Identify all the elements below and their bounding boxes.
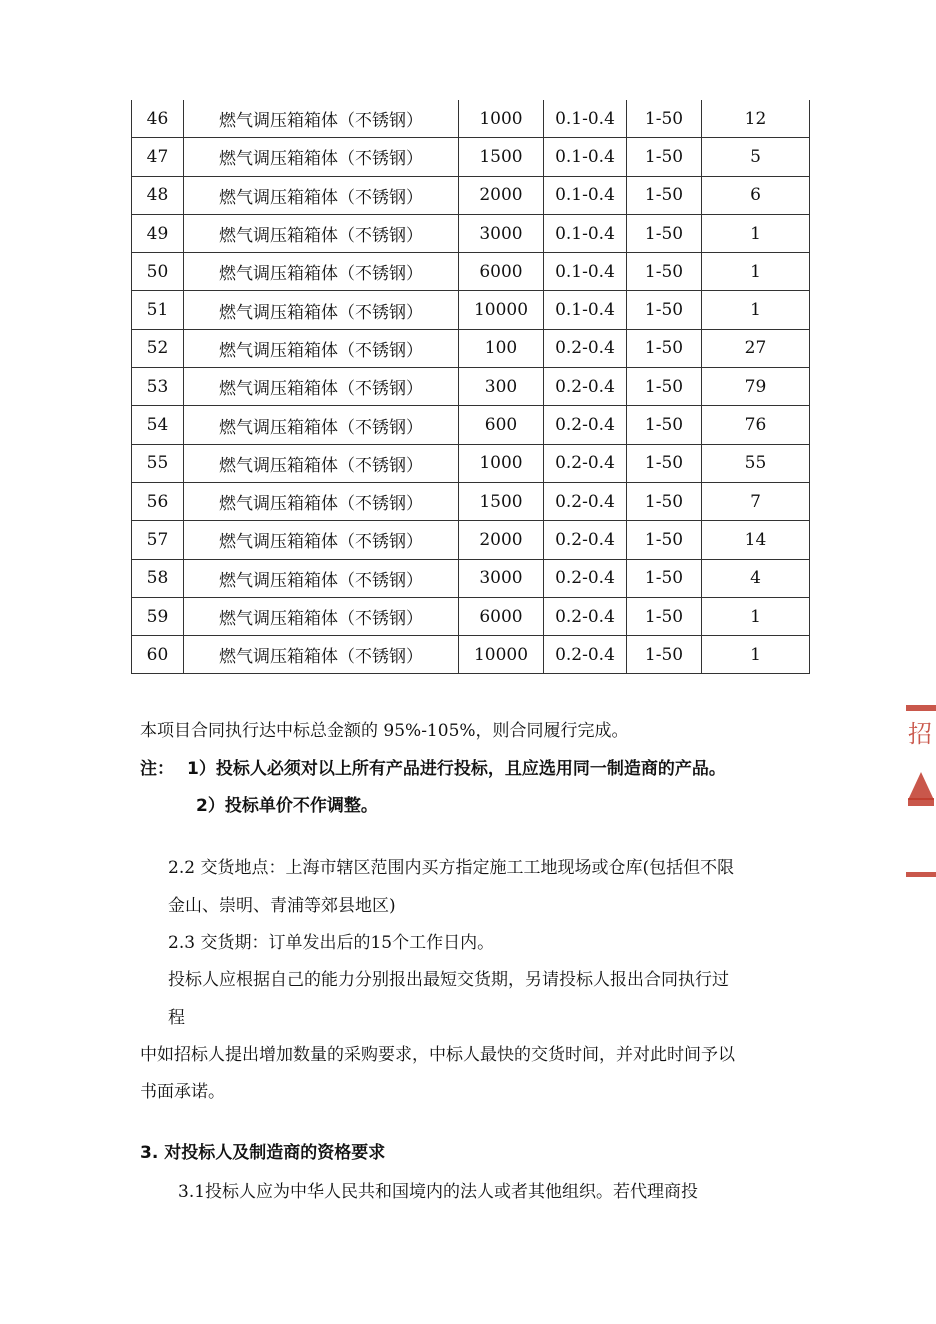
table-row: [132, 444, 810, 482]
cell-outlet-pressure: 1-50: [627, 597, 702, 635]
cell-product-name: 燃气调压箱箱体（不锈钢）: [184, 100, 459, 138]
svg-text:招: 招: [908, 720, 932, 748]
cell-capacity: 100: [459, 329, 544, 367]
note-item-2: 2）投标单价不作调整。: [196, 796, 378, 816]
table-row: [132, 559, 810, 597]
cell-capacity: 2000: [459, 521, 544, 559]
cell-quantity: 76: [702, 406, 810, 444]
cell-quantity: 1: [702, 253, 810, 291]
cell-product-name: 燃气调压箱箱体（不锈钢）: [184, 291, 459, 329]
cell-quantity: 1: [702, 214, 810, 252]
cell-row-number: 60: [132, 636, 184, 674]
seal-stamp-fragment: [906, 680, 936, 880]
cell-quantity: 14: [702, 521, 810, 559]
cell-product-name: 燃气调压箱箱体（不锈钢）: [184, 368, 459, 406]
cell-inlet-pressure: 0.1-0.4: [544, 214, 627, 252]
cell-inlet-pressure: 0.2-0.4: [544, 444, 627, 482]
cell-inlet-pressure: 0.1-0.4: [544, 138, 627, 176]
cell-product-name: 燃气调压箱箱体（不锈钢）: [184, 597, 459, 635]
cell-capacity: 1500: [459, 138, 544, 176]
cell-inlet-pressure: 0.2-0.4: [544, 521, 627, 559]
contract-completion-text: 本项目合同执行达中标总金额的 95%-105%，则合同履行完成。: [140, 721, 629, 741]
cell-inlet-pressure: 0.2-0.4: [544, 406, 627, 444]
delivery-location-line-1: 2.2 交货地点：上海市辖区范围内买方指定施工工地现场或仓库(包括但不限: [168, 858, 735, 878]
note-label: 注：: [140, 759, 174, 779]
cell-row-number: 46: [132, 100, 184, 138]
table-row: [132, 214, 810, 252]
cell-capacity: 300: [459, 368, 544, 406]
cell-product-name: 燃气调压箱箱体（不锈钢）: [184, 329, 459, 367]
cell-outlet-pressure: 1-50: [627, 406, 702, 444]
cell-inlet-pressure: 0.2-0.4: [544, 368, 627, 406]
cell-quantity: 4: [702, 559, 810, 597]
table-row: [132, 597, 810, 635]
cell-product-name: 燃气调压箱箱体（不锈钢）: [184, 636, 459, 674]
cell-quantity: 1: [702, 636, 810, 674]
cell-capacity: 3000: [459, 214, 544, 252]
cell-outlet-pressure: 1-50: [627, 636, 702, 674]
cell-capacity: 3000: [459, 559, 544, 597]
cell-inlet-pressure: 0.1-0.4: [544, 291, 627, 329]
cell-outlet-pressure: 1-50: [627, 100, 702, 138]
cell-inlet-pressure: 0.2-0.4: [544, 597, 627, 635]
cell-quantity: 55: [702, 444, 810, 482]
table-row: [132, 329, 810, 367]
cell-quantity: 12: [702, 100, 810, 138]
cell-product-name: 燃气调压箱箱体（不锈钢）: [184, 406, 459, 444]
cell-outlet-pressure: 1-50: [627, 253, 702, 291]
cell-product-name: 燃气调压箱箱体（不锈钢）: [184, 444, 459, 482]
cell-inlet-pressure: 0.2-0.4: [544, 329, 627, 367]
cell-product-name: 燃气调压箱箱体（不锈钢）: [184, 214, 459, 252]
delivery-paragraph-line-1: 投标人应根据自己的能力分别报出最短交货期，另请投标人报出合同执行过: [168, 970, 729, 990]
cell-product-name: 燃气调压箱箱体（不锈钢）: [184, 482, 459, 520]
delivery-location-line-2: 金山、崇明、青浦等郊县地区): [168, 896, 396, 916]
table-row: [132, 291, 810, 329]
table-row: [132, 176, 810, 214]
cell-product-name: 燃气调压箱箱体（不锈钢）: [184, 253, 459, 291]
cell-capacity: 600: [459, 406, 544, 444]
cell-outlet-pressure: 1-50: [627, 482, 702, 520]
cell-capacity: 10000: [459, 291, 544, 329]
table-body: [132, 100, 810, 674]
cell-quantity: 6: [702, 176, 810, 214]
cell-row-number: 55: [132, 444, 184, 482]
cell-quantity: 5: [702, 138, 810, 176]
cell-capacity: 10000: [459, 636, 544, 674]
cell-row-number: 49: [132, 214, 184, 252]
cell-outlet-pressure: 1-50: [627, 176, 702, 214]
cell-capacity: 2000: [459, 176, 544, 214]
cell-outlet-pressure: 1-50: [627, 521, 702, 559]
cell-quantity: 1: [702, 597, 810, 635]
cell-outlet-pressure: 1-50: [627, 329, 702, 367]
cell-row-number: 53: [132, 368, 184, 406]
cell-outlet-pressure: 1-50: [627, 291, 702, 329]
cell-inlet-pressure: 0.1-0.4: [544, 100, 627, 138]
table-row: [132, 100, 810, 138]
delivery-period: 2.3 交货期：订单发出后的15个工作日内。: [168, 933, 495, 953]
cell-row-number: 47: [132, 138, 184, 176]
cell-row-number: 58: [132, 559, 184, 597]
table-row: [132, 138, 810, 176]
table-row: [132, 368, 810, 406]
table-row: [132, 636, 810, 674]
note-item-1: 1）投标人必须对以上所有产品进行投标，且应选用同一制造商的产品。: [187, 759, 726, 779]
cell-product-name: 燃气调压箱箱体（不锈钢）: [184, 559, 459, 597]
cell-outlet-pressure: 1-50: [627, 368, 702, 406]
cell-row-number: 57: [132, 521, 184, 559]
cell-row-number: 50: [132, 253, 184, 291]
cell-outlet-pressure: 1-50: [627, 138, 702, 176]
cell-inlet-pressure: 0.2-0.4: [544, 482, 627, 520]
delivery-paragraph-line-3: 中如招标人提出增加数量的采购要求，中标人最快的交货时间，并对此时间予以: [140, 1045, 735, 1065]
cell-row-number: 52: [132, 329, 184, 367]
cell-inlet-pressure: 0.1-0.4: [544, 176, 627, 214]
cell-quantity: 1: [702, 291, 810, 329]
cell-capacity: 1000: [459, 100, 544, 138]
cell-capacity: 6000: [459, 597, 544, 635]
table-row: [132, 253, 810, 291]
cell-row-number: 51: [132, 291, 184, 329]
section-3-heading: 3. 对投标人及制造商的资格要求: [140, 1143, 386, 1163]
delivery-paragraph-line-4: 书面承诺。: [140, 1082, 225, 1102]
cell-inlet-pressure: 0.2-0.4: [544, 559, 627, 597]
table-row: [132, 521, 810, 559]
cell-outlet-pressure: 1-50: [627, 214, 702, 252]
cell-product-name: 燃气调压箱箱体（不锈钢）: [184, 138, 459, 176]
cell-row-number: 59: [132, 597, 184, 635]
table-row: [132, 406, 810, 444]
qualification-3-1: 3.1投标人应为中华人民共和国境内的法人或者其他组织。若代理商投: [178, 1182, 699, 1202]
cell-capacity: 1500: [459, 482, 544, 520]
cell-capacity: 6000: [459, 253, 544, 291]
cell-quantity: 7: [702, 482, 810, 520]
cell-capacity: 1000: [459, 444, 544, 482]
delivery-paragraph-line-2: 程: [168, 1008, 185, 1028]
cell-inlet-pressure: 0.2-0.4: [544, 636, 627, 674]
cell-row-number: 56: [132, 482, 184, 520]
product-spec-table: [131, 100, 810, 674]
cell-product-name: 燃气调压箱箱体（不锈钢）: [184, 176, 459, 214]
cell-outlet-pressure: 1-50: [627, 559, 702, 597]
table-row: [132, 482, 810, 520]
cell-inlet-pressure: 0.1-0.4: [544, 253, 627, 291]
cell-quantity: 27: [702, 329, 810, 367]
cell-quantity: 79: [702, 368, 810, 406]
cell-product-name: 燃气调压箱箱体（不锈钢）: [184, 521, 459, 559]
cell-outlet-pressure: 1-50: [627, 444, 702, 482]
cell-row-number: 54: [132, 406, 184, 444]
cell-row-number: 48: [132, 176, 184, 214]
